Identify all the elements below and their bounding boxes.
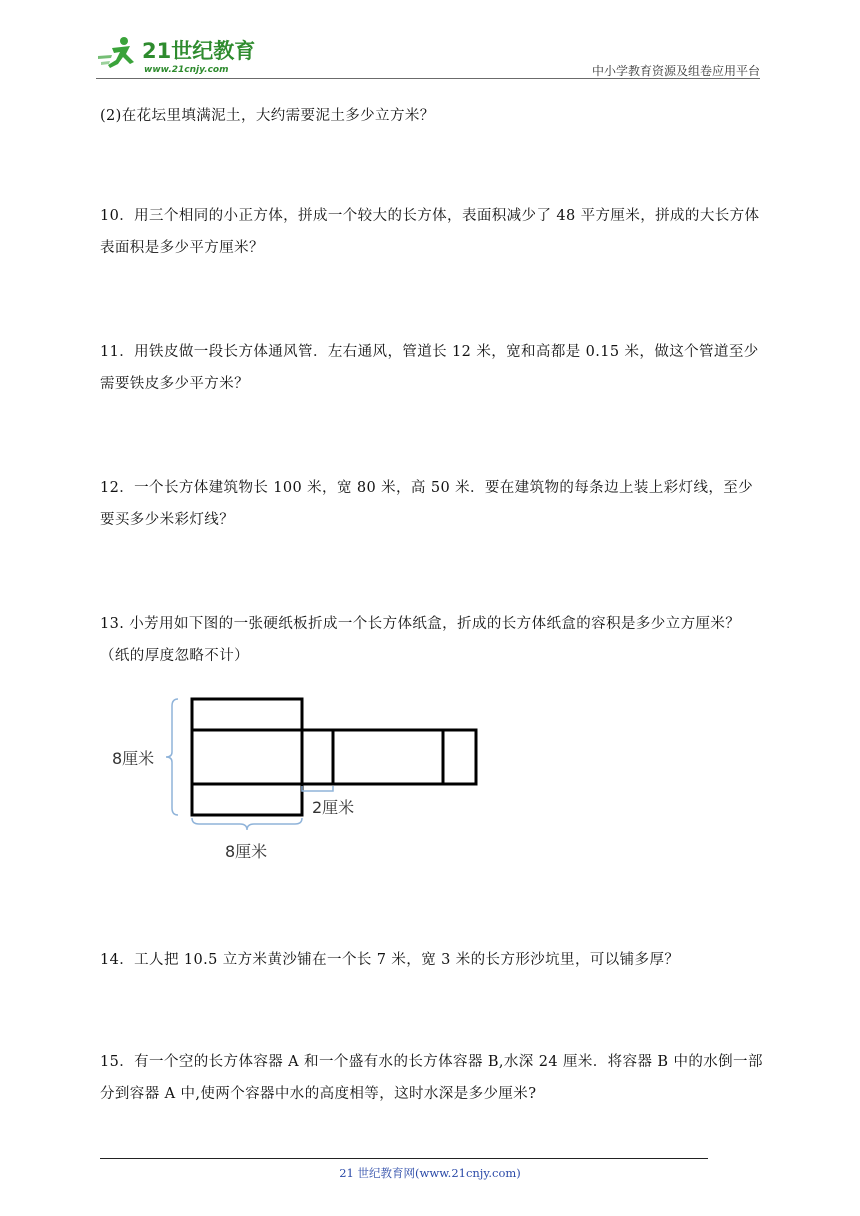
- runner-logo-icon: [98, 37, 134, 68]
- site-logo: [96, 34, 266, 78]
- site-name: 中小学教育资源及组卷应用平台: [591, 64, 760, 78]
- question-13: 13. 小芳用如下图的一张硬纸板折成一个长方体纸盒，折成的长方体纸盒的容积是多少立方厘米？（纸的厚度忽略不计）: [100, 616, 741, 664]
- width-label: 8厘米: [225, 842, 268, 861]
- question-9-part-2: (2)在花坛里填满泥土，大约需要泥土多少立方米？: [100, 108, 435, 124]
- page-header: [96, 34, 760, 78]
- width-brace: [192, 818, 302, 830]
- small-brace: [302, 786, 333, 791]
- box-net-diagram: [100, 692, 500, 872]
- question-14: 14．工人把 10.5 立方米黄沙铺在一个长 7 米，宽 3 米的长方形沙坑里，可以铺多厚？: [100, 952, 680, 968]
- footer-text: 21 世纪教育网(www.21cnjy.com): [339, 1166, 521, 1180]
- question-12: 12．一个长方体建筑物长 100 米，宽 80 米，高 50 米．要在建筑物的每条边上装上彩灯线，至少要买多少米彩灯线？: [100, 480, 754, 528]
- logo-text: 21世纪教育: [142, 39, 256, 63]
- height-brace: [166, 699, 178, 815]
- small-width-label: 2厘米: [312, 798, 355, 817]
- question-11: 11．用铁皮做一段长方体通风管．左右通风，管道长 12 米，宽和高都是 0.15 米，做这个管道至少需要铁皮多少平方米？: [100, 344, 759, 392]
- question-10: 10．用三个相同的小正方体，拼成一个较大的长方体，表面积减少了 48 平方厘米，拼成的大长方体表面积是多少平方厘米？: [100, 208, 760, 256]
- footer-divider: [100, 1158, 708, 1159]
- question-15: 15．有一个空的长方体容器 A 和一个盛有水的长方体容器 B,水深 24 厘米．将容器 B 中的水倒一部分到容器 A 中,使两个容器中水的高度相等，这时水深是多少厘米?: [100, 1054, 763, 1102]
- header-divider: [96, 78, 760, 79]
- height-label: 8厘米: [112, 749, 155, 768]
- logo-subtext: www.21cnjy.com: [144, 65, 229, 75]
